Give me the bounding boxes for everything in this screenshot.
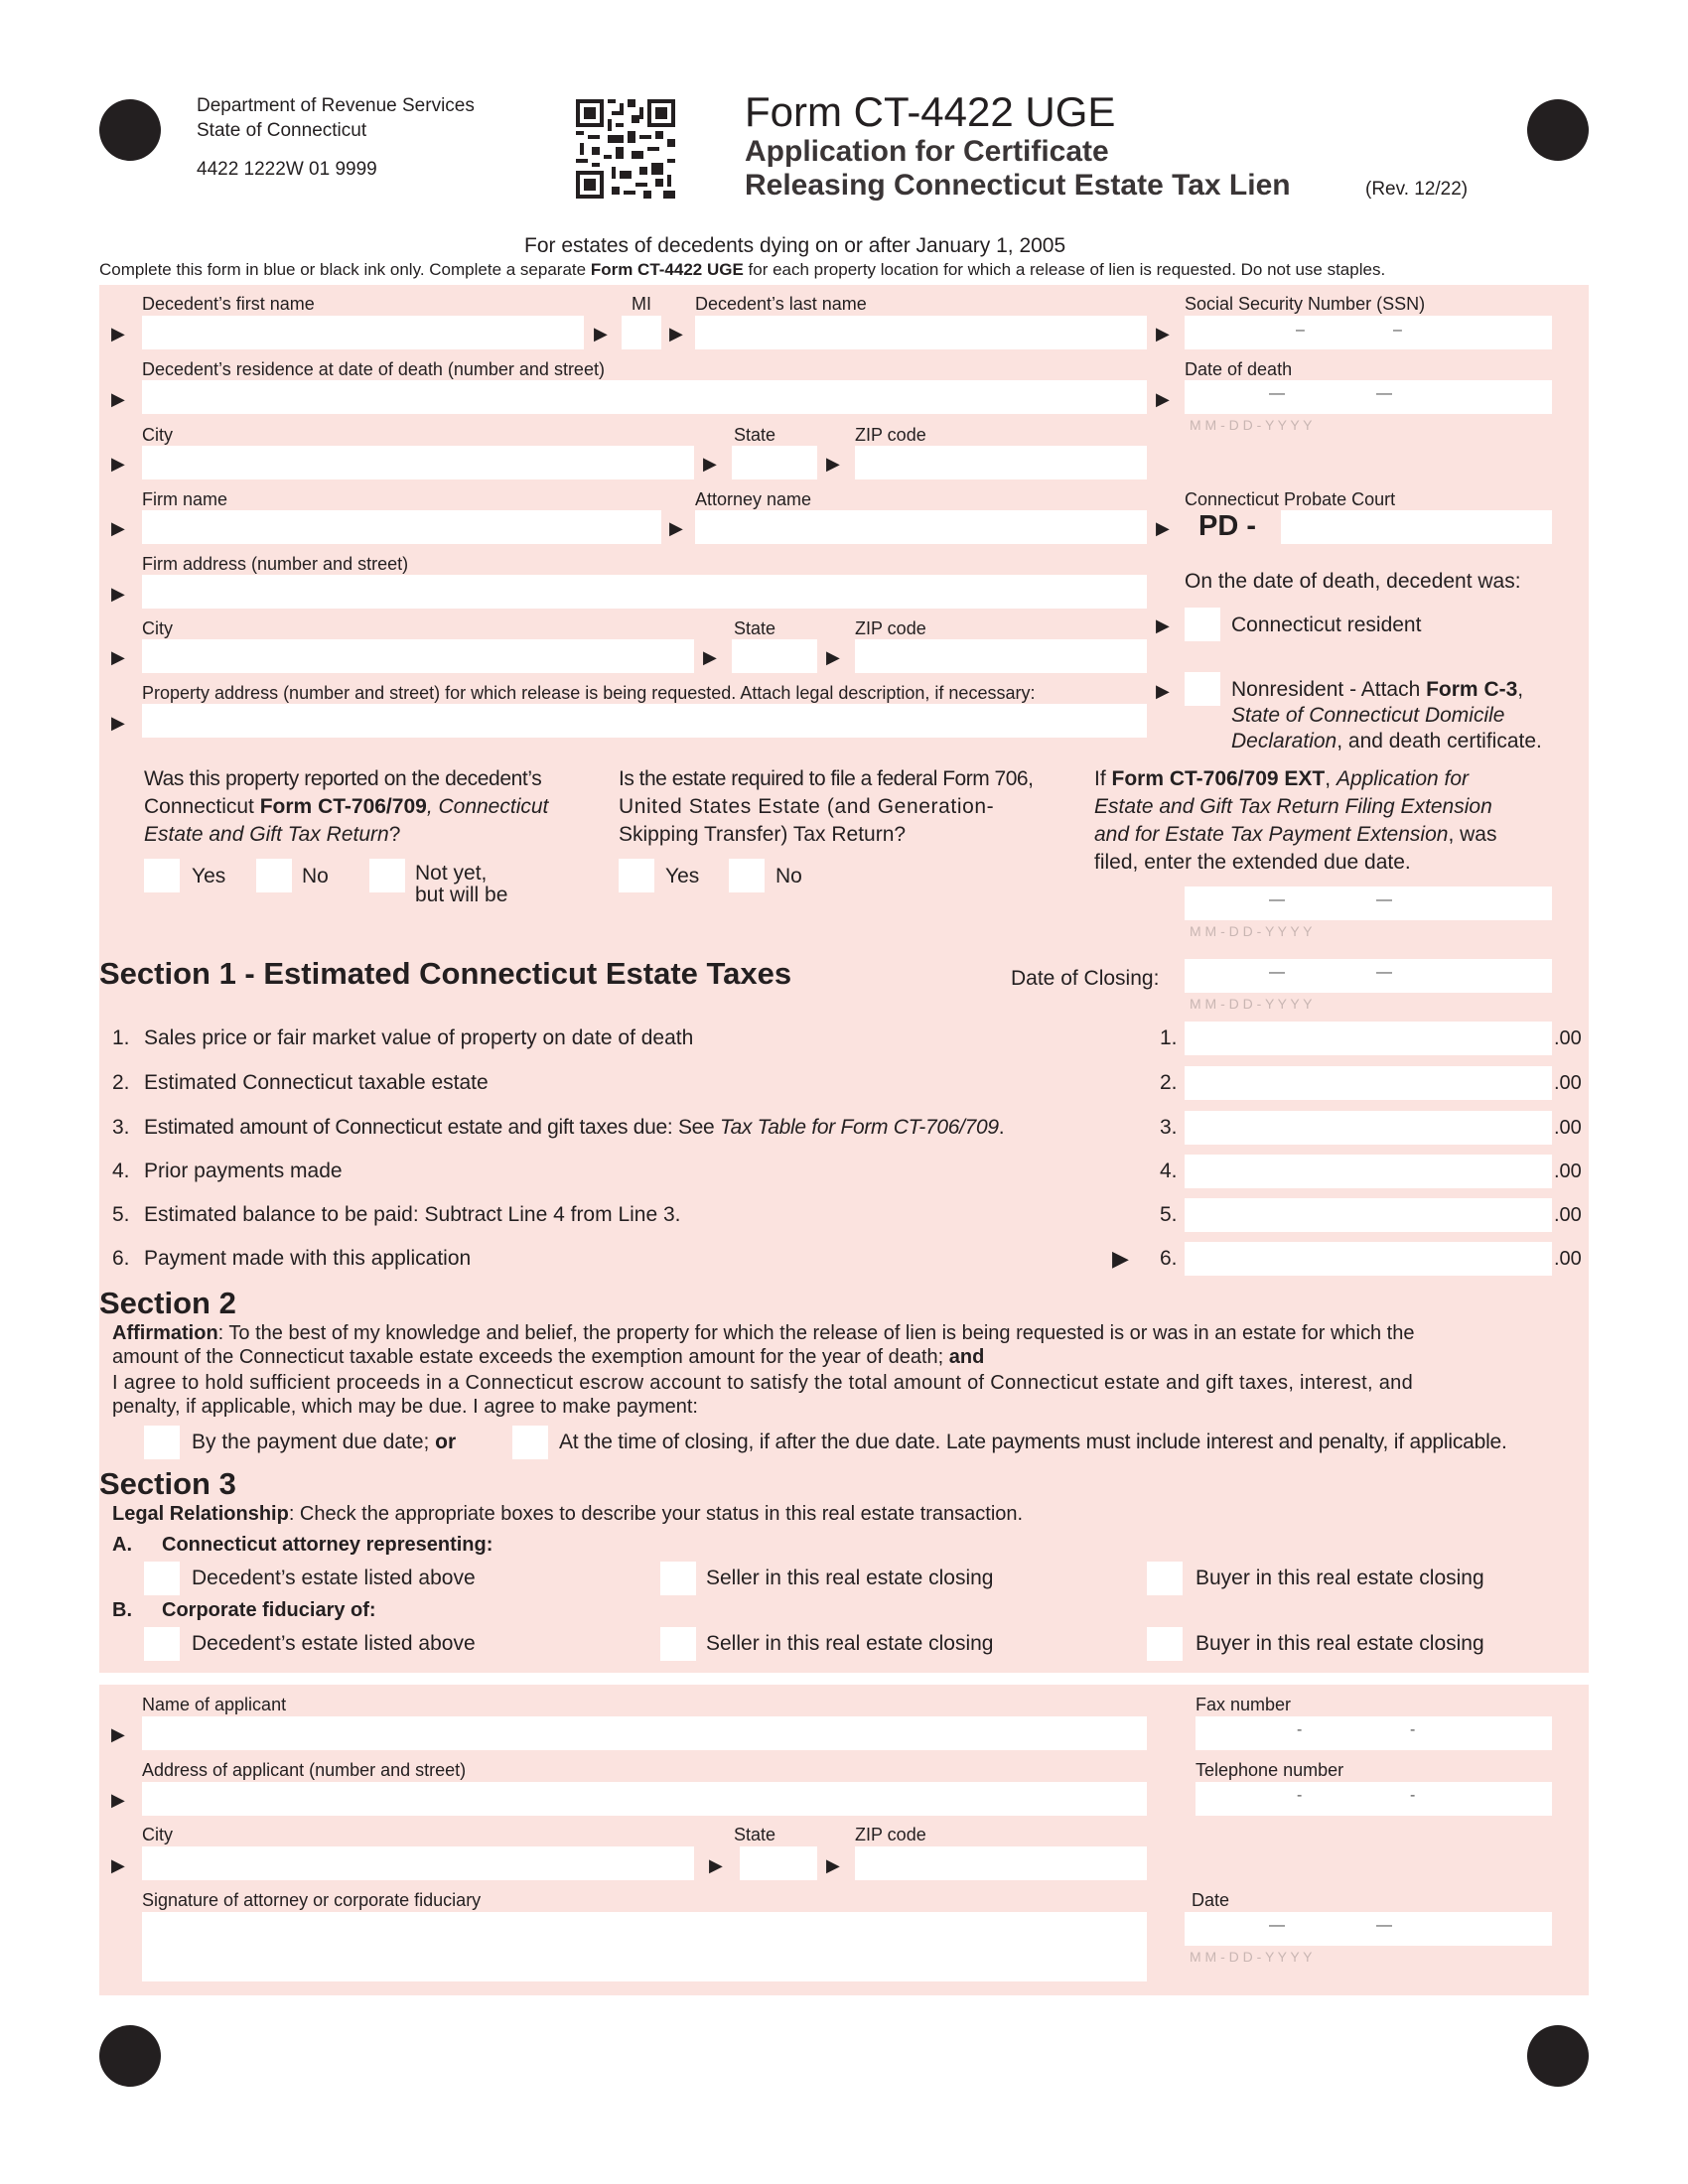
- line-4-number: 4.: [112, 1160, 130, 1182]
- arrow-icon: ▶: [111, 1855, 125, 1875]
- b-estate-checkbox[interactable]: [144, 1627, 180, 1661]
- arrow-icon: ▶: [1156, 615, 1170, 635]
- line-3-text-italic: Tax Table for Form CT-706/709: [719, 1116, 999, 1139]
- q2-no-checkbox[interactable]: [729, 859, 765, 892]
- instructions-b: Form CT-4422 UGE: [590, 260, 744, 279]
- arrow-icon: ▶: [826, 1855, 840, 1875]
- arrow-icon: ▶: [826, 647, 840, 667]
- form-subtitle-2: Releasing Connecticut Estate Tax Lien: [745, 169, 1291, 202]
- line-3-cents: .00: [1554, 1117, 1582, 1139]
- residence-label: Decedent’s residence at date of death (number and street): [142, 359, 605, 379]
- applicant-address-label: Address of applicant (number and street): [142, 1760, 467, 1780]
- q2-line-3: Skipping Transfer) Tax Return?: [619, 823, 907, 846]
- q3-line-2: Estate and Gift Tax Return Filing Extension: [1094, 795, 1492, 818]
- nonresident-b: Form C-3: [1426, 678, 1518, 701]
- ct-resident-checkbox[interactable]: [1185, 608, 1220, 641]
- city-input[interactable]: [142, 446, 694, 479]
- line-3-input[interactable]: [1185, 1111, 1552, 1145]
- q3-l3a: and for Estate Tax Payment Extension: [1094, 823, 1449, 846]
- affirmation-line-4: penalty, if applicable, which may be due. I agree to make payment:: [112, 1396, 698, 1418]
- arrow-icon: ▶: [111, 1790, 125, 1810]
- q1-line-2: [144, 793, 548, 821]
- line-2-text: Estimated Connecticut taxable estate: [144, 1071, 489, 1094]
- line-5-input[interactable]: [1185, 1198, 1552, 1232]
- applicant-address-input[interactable]: [142, 1782, 1147, 1816]
- property-address-label: Property address (number and street) for which release is being requested. Attach legal description, if necessary:: [142, 683, 1036, 703]
- q2-yes-label: Yes: [665, 865, 700, 887]
- zip-input[interactable]: [855, 446, 1147, 479]
- firm-name-input[interactable]: [142, 510, 661, 544]
- line-5-number: 5.: [112, 1203, 130, 1226]
- section-3-title: Section 3: [99, 1466, 236, 1501]
- line-5-cents: .00: [1554, 1204, 1582, 1226]
- ssn-input[interactable]: [1185, 316, 1552, 349]
- arrow-icon: ▶: [111, 389, 125, 409]
- date-of-death-label: Date of death: [1185, 359, 1293, 379]
- nonresident-l3b: , and death certificate.: [1336, 730, 1542, 752]
- state-label-2: State: [734, 618, 776, 638]
- zip-label-2: ZIP code: [855, 618, 926, 638]
- form-code: 4422 1222W 01 9999: [197, 159, 377, 180]
- instructions-c: for each property location for which a release of lien is requested. Do not use staples.: [743, 260, 1386, 279]
- b-estate-label: Decedent’s estate listed above: [192, 1632, 476, 1655]
- affirmation-line-1: [112, 1320, 1414, 1347]
- applicant-state-label: State: [734, 1825, 776, 1844]
- option-b-text: Corporate fiduciary of:: [162, 1599, 376, 1621]
- q3-l3b: , was: [1448, 823, 1497, 846]
- date-mask: M M - D D - Y Y Y Y: [1190, 417, 1313, 433]
- q1-notyet-label-1: Not yet,: [415, 862, 488, 885]
- state-name: State of Connecticut: [197, 120, 367, 141]
- nonresident-c: ,: [1517, 678, 1524, 701]
- arrow-icon: ▶: [111, 518, 125, 538]
- arrow-icon: ▶: [111, 713, 125, 733]
- arrow-icon: ▶: [1156, 681, 1170, 701]
- arrow-icon: ▶: [669, 518, 683, 538]
- revision: (Rev. 12/22): [1365, 179, 1469, 200]
- fax-separator: -: [1410, 1721, 1416, 1738]
- nonresident-a: Nonresident - Attach: [1231, 678, 1427, 701]
- a-estate-label: Decedent’s estate listed above: [192, 1567, 476, 1589]
- arrow-icon: ▶: [111, 324, 125, 343]
- section-1-title: Section 1 - Estimated Connecticut Estate Taxes: [99, 956, 792, 991]
- mi-input[interactable]: [622, 316, 661, 349]
- estates-heading: For estates of decedents dying on or after January 1, 2005: [524, 234, 1066, 257]
- q2-yes-checkbox[interactable]: [619, 859, 654, 892]
- first-name-input[interactable]: [142, 316, 584, 349]
- line-2-number: 2.: [112, 1071, 130, 1094]
- last-name-input[interactable]: [695, 316, 1147, 349]
- date-separator: —: [1376, 385, 1392, 402]
- line-2-ref: 2.: [1160, 1071, 1178, 1094]
- applicant-zip-label: ZIP code: [855, 1825, 926, 1844]
- residence-input[interactable]: [142, 380, 1147, 414]
- probate-court-input[interactable]: [1281, 510, 1552, 544]
- arrow-icon: ▶: [669, 324, 683, 343]
- line-2-cents: .00: [1554, 1072, 1582, 1094]
- line-6-text: Payment made with this application: [144, 1247, 472, 1270]
- payment-at-closing-label: At the time of closing, if after the due date. Late payments must include interest and penalty, if applicable.: [559, 1431, 1507, 1453]
- legal-relationship-label: Legal Relationship: [112, 1503, 289, 1525]
- extended-due-date-input[interactable]: [1185, 887, 1552, 920]
- fax-separator: -: [1297, 1721, 1303, 1738]
- a-estate-checkbox[interactable]: [144, 1562, 180, 1595]
- date-mask: M M - D D - Y Y Y Y: [1190, 923, 1313, 939]
- signature-date-label: Date: [1192, 1890, 1230, 1910]
- line-6-cents: .00: [1554, 1248, 1582, 1270]
- line-4-ref: 4.: [1160, 1160, 1178, 1182]
- q1-no-checkbox[interactable]: [256, 859, 292, 892]
- payment-or: or: [435, 1431, 457, 1453]
- arrow-icon: ▶: [1156, 324, 1170, 343]
- b-seller-checkbox[interactable]: [660, 1627, 696, 1661]
- registration-mark-top-right: [1527, 99, 1589, 161]
- line-1-input[interactable]: [1185, 1022, 1552, 1055]
- option-a-letter: A.: [112, 1534, 132, 1556]
- phone-label: Telephone number: [1196, 1760, 1344, 1780]
- line-3-number: 3.: [112, 1116, 130, 1139]
- registration-mark-bottom-right: [1527, 2025, 1589, 2087]
- q1-l3: Estate and Gift Tax Return: [144, 823, 389, 846]
- q2-line-1: Is the estate required to file a federal Form 706,: [619, 767, 1034, 790]
- applicant-state-input[interactable]: [740, 1846, 817, 1880]
- arrow-icon: ▶: [1156, 389, 1170, 409]
- date-separator: —: [1269, 385, 1285, 402]
- date-separator: —: [1376, 964, 1392, 981]
- applicant-name-input[interactable]: [142, 1716, 1147, 1750]
- nonresident-line-3: [1231, 728, 1542, 755]
- line-1-ref: 1.: [1160, 1026, 1178, 1049]
- date-separator: —: [1376, 891, 1392, 908]
- ssn-separator: –: [1393, 322, 1402, 339]
- city-input-2[interactable]: [142, 639, 694, 673]
- arrow-icon: ▶: [111, 584, 125, 604]
- attorney-name-label: Attorney name: [695, 489, 812, 509]
- q1-notyet-checkbox[interactable]: [369, 859, 405, 892]
- payment-due-date-text: By the payment due date;: [192, 1431, 436, 1453]
- applicant-city-label: City: [142, 1825, 173, 1844]
- arrow-icon: ▶: [703, 647, 717, 667]
- instructions-a: Complete this form in blue or black ink only. Complete a separate: [99, 260, 591, 279]
- affirmation-line-2: [112, 1344, 984, 1371]
- date-mask: M M - D D - Y Y Y Y: [1190, 1949, 1313, 1965]
- line-3-ref: 3.: [1160, 1116, 1178, 1139]
- date-of-death-input[interactable]: [1185, 380, 1552, 414]
- arrow-icon: ▶: [826, 454, 840, 474]
- state-input-2[interactable]: [732, 639, 817, 673]
- b-buyer-checkbox[interactable]: [1147, 1627, 1183, 1661]
- line-5-ref: 5.: [1160, 1203, 1178, 1226]
- nonresident-line-1: [1231, 676, 1523, 704]
- q3-line-4: filed, enter the extended due date.: [1094, 851, 1411, 874]
- date-separator: —: [1269, 964, 1285, 981]
- date-of-closing-input[interactable]: [1185, 959, 1552, 993]
- q3-l1d: Application for: [1336, 767, 1470, 790]
- a-seller-label: Seller in this real estate closing: [706, 1567, 994, 1589]
- date-of-closing-label: Date of Closing:: [1011, 967, 1160, 990]
- q3-line-1: [1094, 765, 1469, 793]
- q3-l1c: ,: [1325, 767, 1336, 790]
- registration-mark-bottom-left: [99, 2025, 161, 2087]
- q1-yes-label: Yes: [192, 865, 226, 887]
- property-address-input[interactable]: [142, 704, 1147, 738]
- q3-line-3: [1094, 821, 1496, 849]
- mi-label: MI: [632, 294, 651, 314]
- payment-due-date-label: [192, 1429, 456, 1456]
- arrow-icon: ▶: [709, 1855, 723, 1875]
- line-3-text-a: Estimated amount of Connecticut estate and gift taxes due: See: [144, 1116, 720, 1139]
- firm-name-label: Firm name: [142, 489, 228, 509]
- ct-resident-label: Connecticut resident: [1231, 614, 1422, 636]
- q1-l2c: , Connecticut: [426, 795, 549, 818]
- q1-no-label: No: [302, 865, 329, 887]
- line-4-text: Prior payments made: [144, 1160, 343, 1182]
- payment-due-date-checkbox[interactable]: [144, 1426, 180, 1459]
- line-6-ref: 6.: [1160, 1247, 1178, 1270]
- line-3-text-tail: .: [998, 1116, 1005, 1139]
- q1-l2a: Connecticut: [144, 795, 260, 818]
- a-seller-checkbox[interactable]: [660, 1562, 696, 1595]
- affirmation-label: Affirmation: [112, 1322, 218, 1344]
- phone-input[interactable]: [1196, 1782, 1552, 1816]
- a-buyer-checkbox[interactable]: [1147, 1562, 1183, 1595]
- q3-l1b: Form CT-706/709 EXT: [1111, 767, 1326, 790]
- q1-notyet-label-2: but will be: [415, 884, 508, 906]
- line-4-input[interactable]: [1185, 1155, 1552, 1188]
- a-buyer-label: Buyer in this real estate closing: [1196, 1567, 1484, 1589]
- arrow-icon: ▶: [594, 324, 608, 343]
- form-subtitle-1: Application for Certificate: [745, 135, 1109, 168]
- registration-mark-top-left: [99, 99, 161, 161]
- arrow-icon: ▶: [1156, 518, 1170, 538]
- phone-separator: -: [1297, 1787, 1303, 1804]
- ssn-separator: –: [1296, 322, 1305, 339]
- state-label: State: [734, 425, 776, 445]
- q3-l1a: If: [1094, 767, 1112, 790]
- option-b-letter: B.: [112, 1599, 132, 1621]
- zip-label: ZIP code: [855, 425, 926, 445]
- fax-label: Fax number: [1196, 1695, 1292, 1714]
- qr-code: [576, 99, 675, 199]
- line-1-text: Sales price or fair market value of property on date of death: [144, 1026, 694, 1049]
- probate-court-label: Connecticut Probate Court: [1185, 489, 1396, 509]
- line-6-input[interactable]: [1185, 1242, 1552, 1276]
- line-5-text: Estimated balance to be paid: Subtract Line 4 from Line 3.: [144, 1203, 681, 1226]
- line-2-input[interactable]: [1185, 1066, 1552, 1100]
- option-a-text: Connecticut attorney representing:: [162, 1534, 493, 1556]
- last-name-label: Decedent’s last name: [695, 294, 867, 314]
- on-date-label: On the date of death, decedent was:: [1185, 570, 1521, 593]
- state-input[interactable]: [732, 446, 817, 479]
- nonresident-checkbox[interactable]: [1185, 672, 1220, 706]
- nonresident-line-2: State of Connecticut Domicile: [1231, 704, 1505, 727]
- signature-date-input[interactable]: [1185, 1912, 1552, 1946]
- pd-prefix: PD -: [1198, 510, 1256, 542]
- fax-input[interactable]: [1196, 1716, 1552, 1750]
- q1-yes-checkbox[interactable]: [144, 859, 180, 892]
- arrow-icon: ▶: [111, 647, 125, 667]
- instructions: [99, 260, 1385, 280]
- payment-at-closing-checkbox[interactable]: [512, 1426, 548, 1459]
- phone-separator: -: [1410, 1787, 1416, 1804]
- arrow-icon: ▶: [1112, 1246, 1129, 1271]
- attorney-name-input[interactable]: [695, 510, 1147, 544]
- line-6-number: 6.: [112, 1247, 130, 1270]
- date-separator: —: [1376, 1917, 1392, 1934]
- legal-relationship-text: : Check the appropriate boxes to describe your status in this real estate transaction.: [288, 1503, 1024, 1525]
- affirmation-text-1: : To the best of my knowledge and belief, the property for which the release of lien is being requested is or was in an estate for which the: [217, 1322, 1415, 1344]
- nonresident-l3a: Declaration: [1231, 730, 1337, 752]
- first-name-label: Decedent’s first name: [142, 294, 315, 314]
- arrow-icon: ▶: [703, 454, 717, 474]
- zip-input-2[interactable]: [855, 639, 1147, 673]
- line-4-cents: .00: [1554, 1160, 1582, 1182]
- section-2-title: Section 2: [99, 1286, 236, 1320]
- q1-line-3: [144, 821, 400, 849]
- b-seller-label: Seller in this real estate closing: [706, 1632, 994, 1655]
- applicant-city-input[interactable]: [142, 1846, 694, 1880]
- line-1-cents: .00: [1554, 1027, 1582, 1049]
- affirmation-and: and: [948, 1346, 985, 1368]
- date-separator: —: [1269, 891, 1285, 908]
- date-mask: M M - D D - Y Y Y Y: [1190, 996, 1313, 1012]
- firm-address-label: Firm address (number and street): [142, 554, 409, 574]
- line-3-text: [144, 1114, 1004, 1142]
- applicant-name-label: Name of applicant: [142, 1695, 287, 1714]
- applicant-zip-input[interactable]: [855, 1846, 1147, 1880]
- legal-relationship: [112, 1501, 1023, 1528]
- form-title: Form CT-4422 UGE: [745, 88, 1116, 135]
- signature-input[interactable]: [142, 1912, 1147, 1981]
- ssn-label: Social Security Number (SSN): [1185, 294, 1426, 314]
- signature-label: Signature of attorney or corporate fiduciary: [142, 1890, 482, 1910]
- q1-line-1: Was this property reported on the decedent’s: [144, 767, 542, 790]
- q1-l2b: Form CT-706/709: [259, 795, 427, 818]
- q1-l3b: ?: [388, 823, 401, 846]
- firm-address-input[interactable]: [142, 575, 1147, 609]
- affirmation-text-2: amount of the Connecticut taxable estate exceeds the exemption amount for the year of death;: [112, 1346, 949, 1368]
- arrow-icon: ▶: [111, 454, 125, 474]
- q2-line-2: United States Estate (and Generation-: [619, 795, 995, 818]
- city-label-2: City: [142, 618, 173, 638]
- arrow-icon: ▶: [111, 1724, 125, 1744]
- dept-name: Department of Revenue Services: [197, 95, 475, 116]
- b-buyer-label: Buyer in this real estate closing: [1196, 1632, 1484, 1655]
- date-separator: —: [1269, 1917, 1285, 1934]
- city-label: City: [142, 425, 173, 445]
- line-1-number: 1.: [112, 1026, 130, 1049]
- affirmation-line-3: I agree to hold sufficient proceeds in a Connecticut escrow account to satisfy the total amount of Connecticut estate and gift taxes, interest, and: [112, 1372, 1414, 1394]
- q2-no-label: No: [775, 865, 802, 887]
